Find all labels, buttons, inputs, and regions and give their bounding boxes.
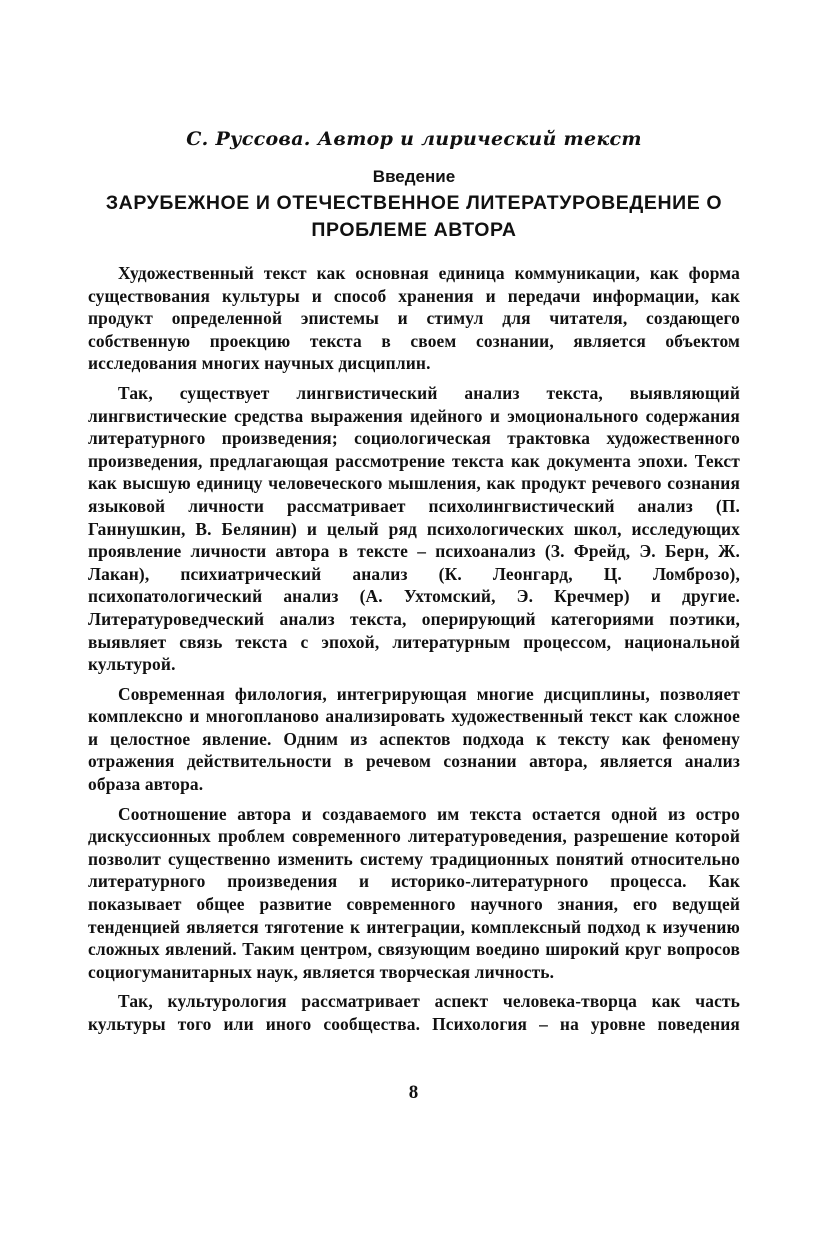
body-text xyxy=(88,262,740,1036)
paragraph: Так, культурология рассматривает аспект человека-творца как часть культуры того или иного сообщества. Психология – на уровне поведения xyxy=(88,991,740,1034)
paragraph: Соотношение автора и создаваемого им текста остается одной из остро дискуссионных проблем современного литературоведения, разрешение которой позволит существенно изменить систему традиционных понятий относительно литературного произведения и историко-литературного процесса. Как показывает общее развитие современного научного знания, его ведущей тенденцией является тяготение к интеграции, комплексный подход к изучению сложных явлений. Таким центром, связующим воедино широкий круг вопросов социогуманитарных наук, является творческая личность. xyxy=(88,803,740,982)
chapter-title: ЗАРУБЕЖНОЕ И ОТЕЧЕСТВЕННОЕ ЛИТЕРАТУРОВЕДЕНИЕ О ПРОБЛЕМЕ АВТОРА xyxy=(105,192,723,241)
page-number: 8 xyxy=(408,1082,419,1103)
page-content xyxy=(88,124,740,1043)
section-label: Введение xyxy=(372,167,456,186)
paragraph: Так, существует лингвистический анализ текста, выявляющий лингвистические средства выражения идейного и эмоционального содержания литературного произведения; социологическая трактовка художественного произведения, предлагающая рассмотрение текста как документа эпохи. Текст как высшую единицу человеческого мышления, как продукт речевого сознания языковой личности рассматривает психолингвистический анализ (П. Ганнушкин, В. Белянин) и целый ряд психологических школ, исследующих проявление личности автора в тексте – психоанализ (З. Фрейд, Э. Берн, Ж. Лакан), психиатрический анализ (К. Леонгард, Ц. Ломброзо), психопатологический анализ (А. Ухтомский, Э. Кречмер) и другие. Литературоведческий анализ текста, оперирующий категориями поэтики, выявляет связь текста с эпохой, литературным процессом, национальной культурой. xyxy=(88,382,740,675)
paragraph: Художественный текст как основная единица коммуникации, как форма существования культуры и способ хранения и передачи информации, как продукт определенной эпистемы и стимул для читателя, создающего собственную проекцию текста в своем сознании, является объектом исследования многих научных дисциплин. xyxy=(88,263,740,374)
running-header: С. Руссова. Автор и лирический текст xyxy=(186,128,642,150)
paragraph: Современная филология, интегрирующая многие дисциплины, позволяет комплексно и многопланово анализировать художественный текст как сложное и целостное явление. Одним из аспектов подхода к тексту как феномену отражения действительности в речевом сознании автора, является анализ образа автора. xyxy=(88,683,740,795)
